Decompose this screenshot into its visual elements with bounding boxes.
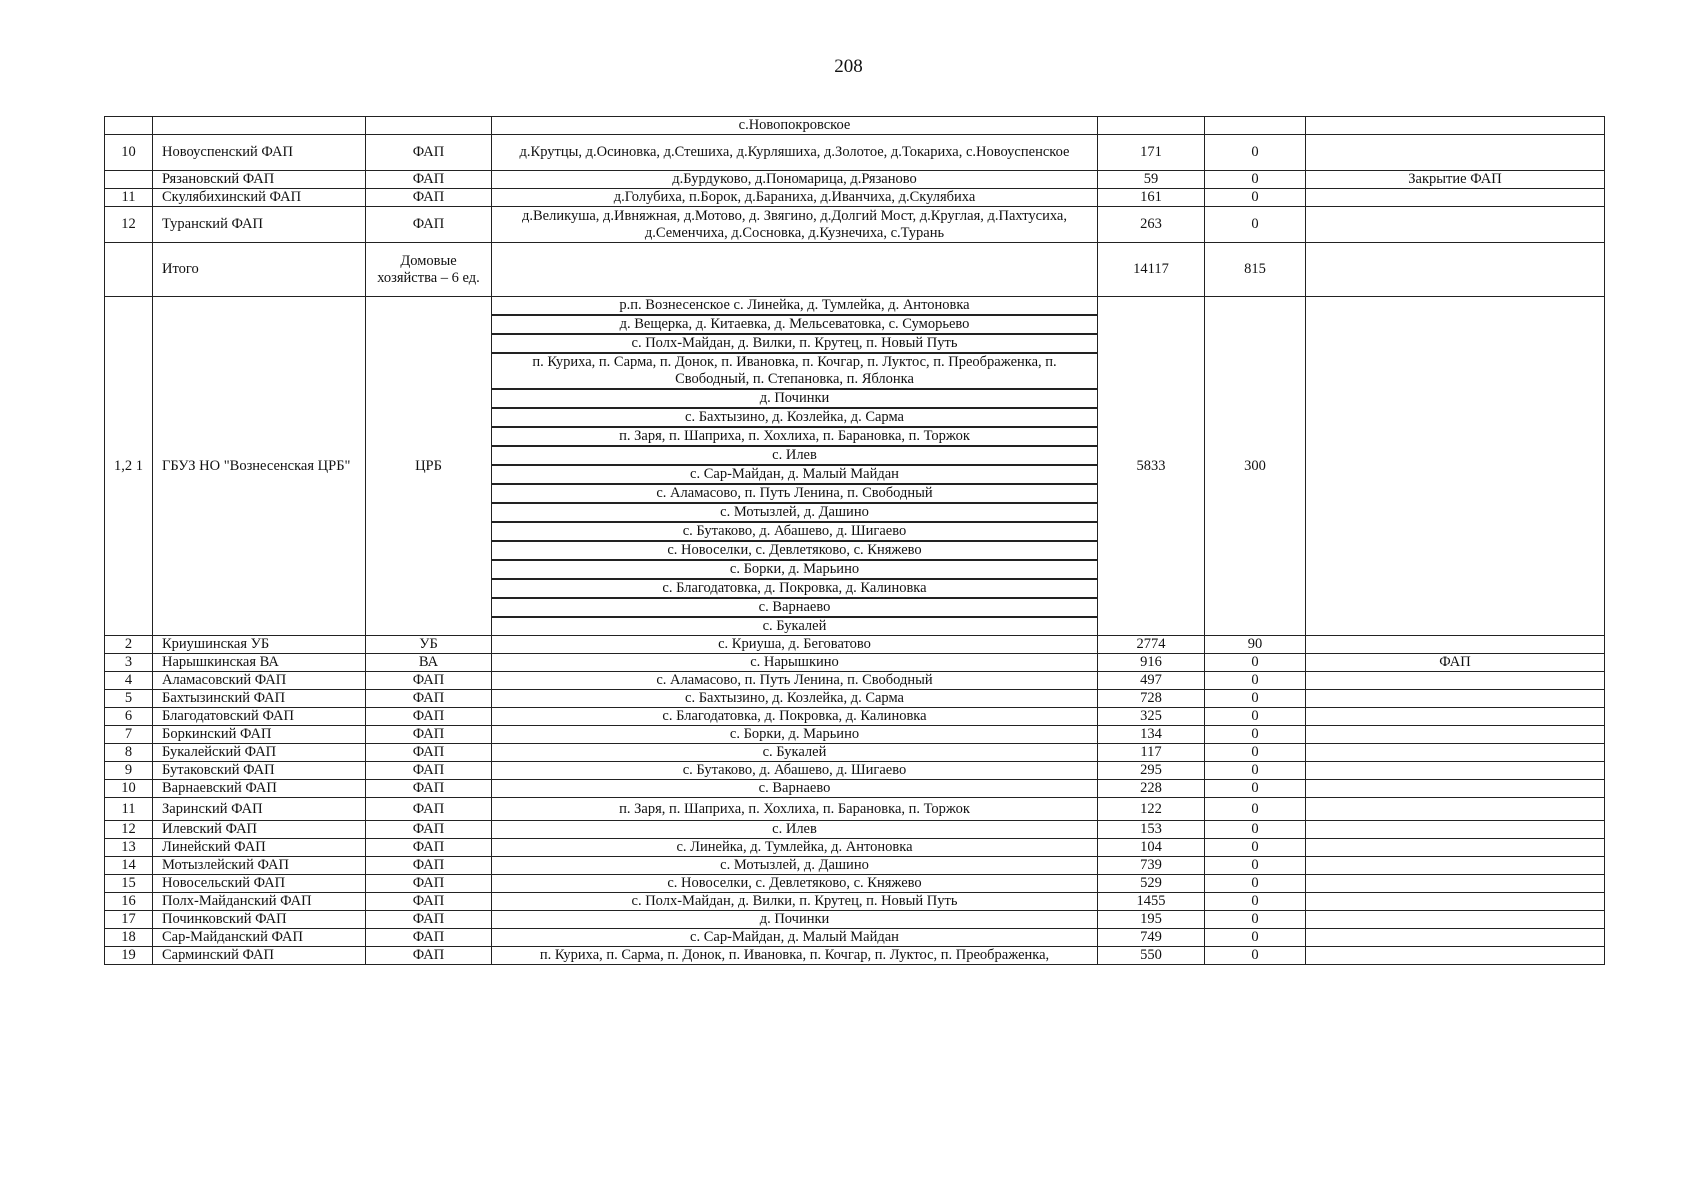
settlement-item: р.п. Вознесенское с. Линейка, д. Тумлейка, д. Антоновка	[492, 297, 1097, 315]
population-cell: 228	[1098, 780, 1205, 798]
facility-type-cell: ФАП	[366, 929, 492, 947]
note-cell	[1306, 243, 1605, 297]
settlement-item: с. Борки, д. Марьино	[492, 560, 1097, 579]
table-row	[105, 821, 1605, 839]
home-visits-cell: 0	[1205, 821, 1306, 839]
settlements-cell: с. Криуша, д. Беговатово	[492, 636, 1098, 654]
note-cell	[1306, 762, 1605, 780]
note-cell	[1306, 875, 1605, 893]
row-number-cell: 16	[105, 893, 153, 911]
note-cell	[1306, 780, 1605, 798]
home-visits-cell: 0	[1205, 857, 1306, 875]
facility-type-cell: ФАП	[366, 708, 492, 726]
row-number-cell: 19	[105, 947, 153, 965]
settlement-item: д. Починки	[492, 389, 1097, 408]
note-cell	[1306, 726, 1605, 744]
note-cell	[1306, 857, 1605, 875]
settlements-cell: с. Илев	[492, 821, 1098, 839]
facility-type-cell: ФАП	[366, 821, 492, 839]
home-visits-cell: 0	[1205, 708, 1306, 726]
settlement-item: с. Илев	[492, 446, 1097, 465]
table-row	[105, 875, 1605, 893]
facility-name-cell: Скулябихинский ФАП	[153, 189, 366, 207]
note-cell	[1306, 708, 1605, 726]
settlements-cell: с. Нарышкино	[492, 654, 1098, 672]
facility-name-cell: Новосельский ФАП	[153, 875, 366, 893]
facility-type-cell: ФАП	[366, 857, 492, 875]
table-row	[105, 726, 1605, 744]
home-visits-cell: 0	[1205, 947, 1306, 965]
population-cell: 497	[1098, 672, 1205, 690]
population-cell: 263	[1098, 207, 1205, 243]
population-cell: 161	[1098, 189, 1205, 207]
facility-name-cell: Полх-Майданский ФАП	[153, 893, 366, 911]
facility-name-cell: Сарминский ФАП	[153, 947, 366, 965]
population-cell: 117	[1098, 744, 1205, 762]
settlement-item: п. Заря, п. Шаприха, п. Хохлиха, п. Барановка, п. Торжок	[492, 427, 1097, 446]
population-cell: 59	[1098, 171, 1205, 189]
facility-name-cell: Илевский ФАП	[153, 821, 366, 839]
home-visits-cell: 0	[1205, 929, 1306, 947]
settlements-cell: д. Починки	[492, 911, 1098, 929]
facility-name-cell: Варнаевский ФАП	[153, 780, 366, 798]
row-number-cell: 2	[105, 636, 153, 654]
facility-type-cell: ФАП	[366, 911, 492, 929]
facility-name-cell: Букалейский ФАП	[153, 744, 366, 762]
population-cell: 1455	[1098, 893, 1205, 911]
facility-type-cell: ФАП	[366, 726, 492, 744]
row-number-cell: 12	[105, 207, 153, 243]
row-number-cell: 1,2 1	[105, 297, 153, 636]
row-number-cell	[105, 117, 153, 135]
population-cell: 728	[1098, 690, 1205, 708]
row-number-cell: 18	[105, 929, 153, 947]
home-visits-cell: 815	[1205, 243, 1306, 297]
table-row	[105, 762, 1605, 780]
settlement-item: с. Букалей	[762, 618, 827, 634]
settlements-cell	[492, 243, 1098, 297]
facilities-table	[104, 116, 1605, 965]
row-number-cell	[105, 243, 153, 297]
table-row	[105, 690, 1605, 708]
settlements-cell: с. Букалей	[492, 744, 1098, 762]
facility-name-cell: ГБУЗ НО "Вознесенская ЦРБ"	[153, 297, 366, 636]
population-cell: 195	[1098, 911, 1205, 929]
population-cell: 153	[1098, 821, 1205, 839]
facility-name-cell: Криушинская УБ	[153, 636, 366, 654]
facility-name-cell: Бахтызинский ФАП	[153, 690, 366, 708]
note-cell: Закрытие ФАП	[1306, 171, 1605, 189]
home-visits-cell: 0	[1205, 911, 1306, 929]
settlements-cell: с. Мотызлей, д. Дашино	[492, 857, 1098, 875]
table-row	[105, 839, 1605, 857]
facility-name-cell: Аламасовский ФАП	[153, 672, 366, 690]
facility-name-cell: Нарышкинская ВА	[153, 654, 366, 672]
settlement-item: с. Мотызлей, д. Дашино	[492, 503, 1097, 522]
row-number-cell: 5	[105, 690, 153, 708]
settlements-cell: с. Новоселки, с. Девлетяково, с. Княжево	[492, 875, 1098, 893]
facility-type-cell: ФАП	[366, 798, 492, 821]
population-cell: 325	[1098, 708, 1205, 726]
table-row	[105, 780, 1605, 798]
facility-name-cell: Рязановский ФАП	[153, 171, 366, 189]
facility-name-cell: Итого	[153, 243, 366, 297]
row-number-cell: 17	[105, 911, 153, 929]
population-cell: 916	[1098, 654, 1205, 672]
table-row	[105, 708, 1605, 726]
settlements-cell: с. Борки, д. Марьино	[492, 726, 1098, 744]
facility-name-cell: Благодатовский ФАП	[153, 708, 366, 726]
home-visits-cell: 0	[1205, 672, 1306, 690]
table-row	[105, 117, 1605, 135]
row-number-cell: 12	[105, 821, 153, 839]
settlements-list	[492, 297, 1097, 635]
population-cell: 739	[1098, 857, 1205, 875]
facility-name-cell	[153, 117, 366, 135]
facility-type-cell: ФАП	[366, 171, 492, 189]
facility-type-cell: ФАП	[366, 690, 492, 708]
facility-name-cell: Починковский ФАП	[153, 911, 366, 929]
home-visits-cell: 0	[1205, 207, 1306, 243]
settlements-cell	[492, 297, 1098, 636]
facility-name-cell: Заринский ФАП	[153, 798, 366, 821]
table-row	[105, 654, 1605, 672]
table-row	[105, 798, 1605, 821]
facility-name-cell: Мотызлейский ФАП	[153, 857, 366, 875]
row-number-cell: 6	[105, 708, 153, 726]
settlements-cell: д.Бурдуково, д.Пономарица, д.Рязаново	[492, 171, 1098, 189]
row-number-cell: 14	[105, 857, 153, 875]
row-number-cell: 10	[105, 780, 153, 798]
note-cell	[1306, 189, 1605, 207]
settlements-cell: д.Голубиха, п.Борок, д.Бараниха, д.Иванчиха, д.Скулябиха	[492, 189, 1098, 207]
population-cell	[1098, 117, 1205, 135]
settlement-item: с. Благодатовка, д. Покровка, д. Калиновка	[492, 579, 1097, 598]
table-row	[105, 207, 1605, 243]
note-cell	[1306, 690, 1605, 708]
table-row	[105, 947, 1605, 965]
row-number-cell	[105, 171, 153, 189]
settlement-item: д. Вещерка, д. Китаевка, д. Мельсеватовка, с. Суморьево	[492, 315, 1097, 334]
facility-name-cell: Боркинский ФАП	[153, 726, 366, 744]
home-visits-cell: 0	[1205, 780, 1306, 798]
home-visits-cell: 0	[1205, 171, 1306, 189]
facility-type-cell: ФАП	[366, 135, 492, 171]
facility-name-cell: Линейский ФАП	[153, 839, 366, 857]
facility-type-cell: ВА	[366, 654, 492, 672]
row-number-cell: 11	[105, 189, 153, 207]
note-cell	[1306, 117, 1605, 135]
row-number-cell: 4	[105, 672, 153, 690]
settlements-cell: с.Новопокровское	[492, 117, 1098, 135]
home-visits-cell: 300	[1205, 297, 1306, 636]
table-row	[105, 672, 1605, 690]
home-visits-cell: 0	[1205, 189, 1306, 207]
settlement-item: с. Сар-Майдан, д. Малый Майдан	[492, 465, 1097, 484]
home-visits-cell: 0	[1205, 654, 1306, 672]
table-row	[105, 857, 1605, 875]
facility-name-cell: Новоуспенский ФАП	[153, 135, 366, 171]
settlements-cell: с. Полх-Майдан, д. Вилки, п. Крутец, п. Новый Путь	[492, 893, 1098, 911]
note-cell	[1306, 207, 1605, 243]
settlements-cell: с. Сар-Майдан, д. Малый Майдан	[492, 929, 1098, 947]
table-row	[105, 135, 1605, 171]
settlement-item: с. Варнаево	[492, 598, 1097, 617]
row-number-cell: 3	[105, 654, 153, 672]
population-cell: 122	[1098, 798, 1205, 821]
facility-type-cell: ФАП	[366, 744, 492, 762]
facility-type-cell: ЦРБ	[366, 297, 492, 636]
settlements-cell: с. Бахтызино, д. Козлейка, д. Сарма	[492, 690, 1098, 708]
facility-type-cell: ФАП	[366, 839, 492, 857]
population-cell: 550	[1098, 947, 1205, 965]
facility-type-cell: УБ	[366, 636, 492, 654]
facility-type-cell: ФАП	[366, 672, 492, 690]
note-cell	[1306, 636, 1605, 654]
page-number: 208	[834, 56, 863, 77]
note-cell	[1306, 839, 1605, 857]
settlements-cell: п. Куриха, п. Сарма, п. Донок, п. Ивановка, п. Кочгар, п. Луктос, п. Преображенка,	[492, 947, 1098, 965]
facility-name-cell: Сар-Майданский ФАП	[153, 929, 366, 947]
home-visits-cell: 0	[1205, 690, 1306, 708]
population-cell: 749	[1098, 929, 1205, 947]
facility-type-cell: Домовые хозяйства – 6 ед.	[366, 243, 492, 297]
settlement-item: п. Куриха, п. Сарма, п. Донок, п. Ивановка, п. Кочгар, п. Луктос, п. Преображенка, п. Свободный, п. Степановка, п. Яблонка	[492, 353, 1097, 389]
note-cell	[1306, 297, 1605, 636]
facility-type-cell: ФАП	[366, 893, 492, 911]
facility-type-cell: ФАП	[366, 207, 492, 243]
home-visits-cell: 0	[1205, 762, 1306, 780]
settlements-cell: с. Варнаево	[492, 780, 1098, 798]
settlements-cell: с. Бутаково, д. Абашево, д. Шигаево	[492, 762, 1098, 780]
population-cell: 5833	[1098, 297, 1205, 636]
population-cell: 2774	[1098, 636, 1205, 654]
population-cell: 171	[1098, 135, 1205, 171]
settlements-cell: с. Аламасово, п. Путь Ленина, п. Свободный	[492, 672, 1098, 690]
note-cell	[1306, 947, 1605, 965]
settlements-cell: д.Великуша, д.Ивняжная, д.Мотово, д. Звягино, д.Долгий Мост, д.Круглая, д.Пахтусиха, д.Семенчиха, д.Сосновка, д.Кузнечиха, с.Турань	[492, 207, 1098, 243]
home-visits-cell: 0	[1205, 893, 1306, 911]
note-cell: ФАП	[1306, 654, 1605, 672]
home-visits-cell: 0	[1205, 726, 1306, 744]
facility-type-cell: ФАП	[366, 780, 492, 798]
table-row	[105, 929, 1605, 947]
row-number-cell: 13	[105, 839, 153, 857]
facility-type-cell: ФАП	[366, 947, 492, 965]
home-visits-cell: 90	[1205, 636, 1306, 654]
home-visits-cell: 0	[1205, 875, 1306, 893]
note-cell	[1306, 821, 1605, 839]
settlement-item: с. Полх-Майдан, д. Вилки, п. Крутец, п. Новый Путь	[492, 334, 1097, 353]
note-cell	[1306, 929, 1605, 947]
row-number-cell: 9	[105, 762, 153, 780]
row-number-cell: 8	[105, 744, 153, 762]
home-visits-cell: 0	[1205, 839, 1306, 857]
settlement-item: с. Бутаково, д. Абашево, д. Шигаево	[492, 522, 1097, 541]
population-cell: 14117	[1098, 243, 1205, 297]
table-row	[105, 189, 1605, 207]
facility-name-cell: Бутаковский ФАП	[153, 762, 366, 780]
note-cell	[1306, 744, 1605, 762]
settlements-cell: д.Крутцы, д.Осиновка, д.Стешиха, д.Курляшиха, д.Золотое, д.Токариха, с.Новоуспенское	[492, 135, 1098, 171]
settlement-item: с. Бахтызино, д. Козлейка, д. Сарма	[492, 408, 1097, 427]
facility-name-cell: Туранский ФАП	[153, 207, 366, 243]
row-number-cell: 10	[105, 135, 153, 171]
facility-type-cell: ФАП	[366, 762, 492, 780]
table-row	[105, 893, 1605, 911]
population-cell: 295	[1098, 762, 1205, 780]
table-row-crb	[105, 297, 1605, 636]
note-cell	[1306, 135, 1605, 171]
note-cell	[1306, 893, 1605, 911]
note-cell	[1306, 672, 1605, 690]
settlement-item: с. Аламасово, п. Путь Ленина, п. Свободный	[492, 484, 1097, 503]
table-row	[105, 171, 1605, 189]
home-visits-cell: 0	[1205, 798, 1306, 821]
facility-type-cell: ФАП	[366, 189, 492, 207]
row-number-cell: 15	[105, 875, 153, 893]
home-visits-cell: 0	[1205, 135, 1306, 171]
population-cell: 104	[1098, 839, 1205, 857]
table-row	[105, 243, 1605, 297]
home-visits-cell	[1205, 117, 1306, 135]
note-cell	[1306, 911, 1605, 929]
settlements-cell: п. Заря, п. Шаприха, п. Хохлиха, п. Барановка, п. Торжок	[492, 798, 1098, 821]
settlement-item: с. Новоселки, с. Девлетяково, с. Княжево	[492, 541, 1097, 560]
settlements-cell: с. Линейка, д. Тумлейка, д. Антоновка	[492, 839, 1098, 857]
population-cell: 529	[1098, 875, 1205, 893]
table-row	[105, 636, 1605, 654]
population-cell: 134	[1098, 726, 1205, 744]
table-row	[105, 911, 1605, 929]
table-row	[105, 744, 1605, 762]
row-number-cell: 7	[105, 726, 153, 744]
facility-type-cell: ФАП	[366, 875, 492, 893]
settlements-cell: с. Благодатовка, д. Покровка, д. Калиновка	[492, 708, 1098, 726]
home-visits-cell: 0	[1205, 744, 1306, 762]
note-cell	[1306, 798, 1605, 821]
facility-type-cell	[366, 117, 492, 135]
row-number-cell: 11	[105, 798, 153, 821]
